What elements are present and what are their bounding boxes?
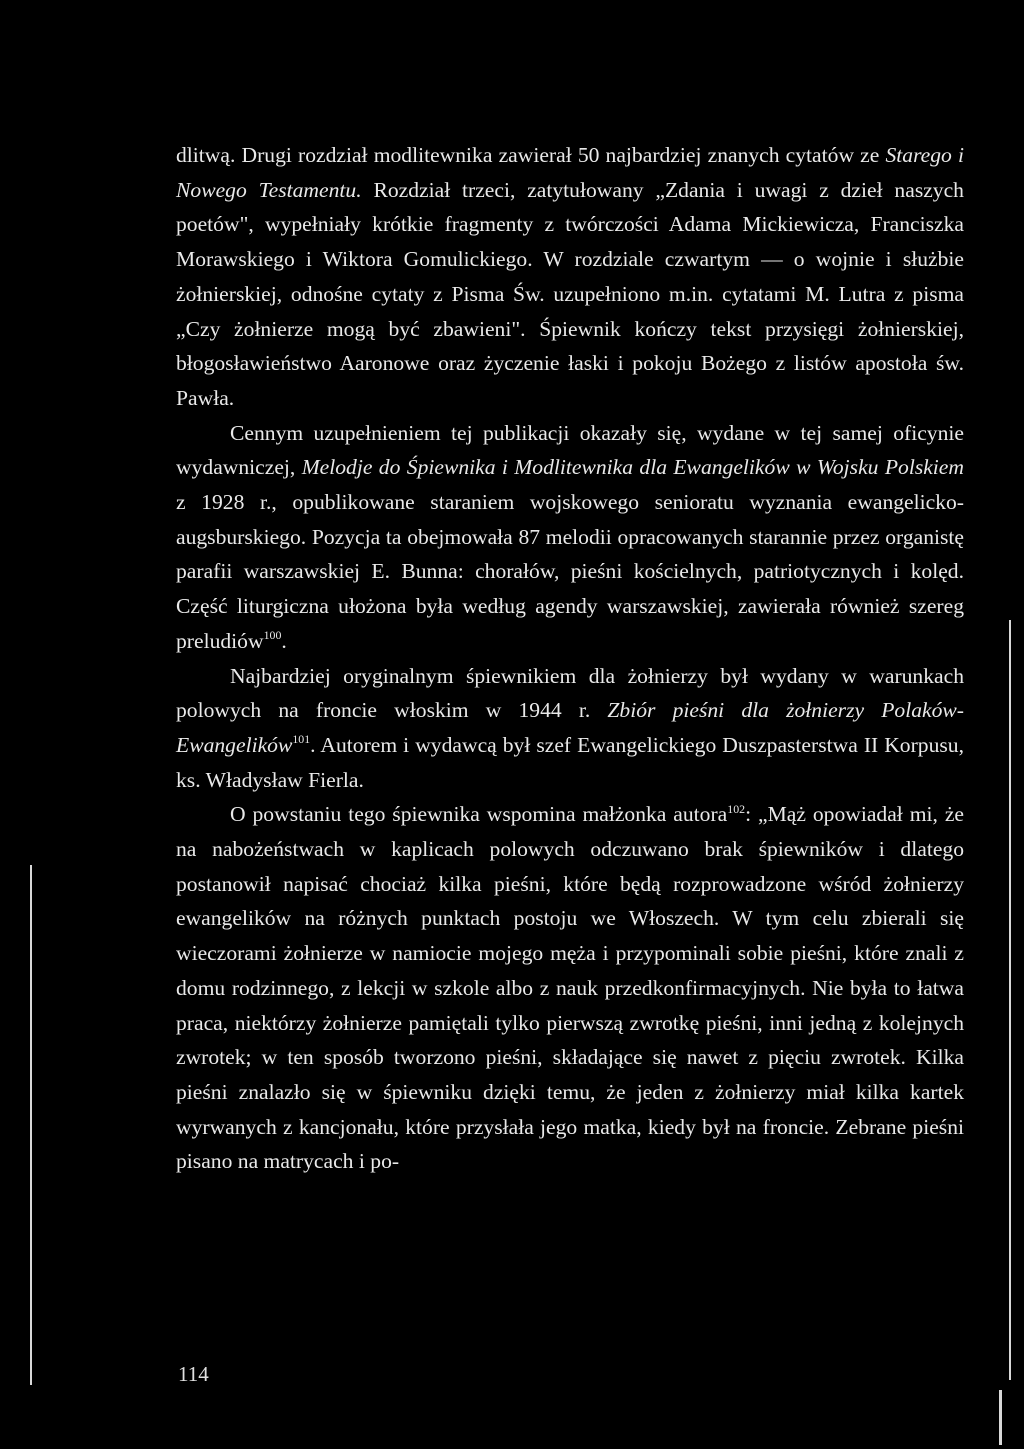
footnote-ref: 101 xyxy=(292,732,311,747)
footnote-ref: 102 xyxy=(727,801,746,816)
italic-title: Starego i Nowego Testamentu. xyxy=(176,143,964,202)
paragraph: Najbardziej oryginalnym śpiewnikiem dla żołnierzy był wydany w warunkach polowych na froncie włoskim w 1944 r. Zbiór pieśni dla żołnierzy Polaków-Ewangelików$^{101}$. Autorem i wydawcą był szef Ewangelickiego Duszpasterstwa II Korpusu, ks. Władysław Fierla. xyxy=(176,663,964,792)
paragraph: O powstaniu tego śpiewnika wspomina małżonka autora$^{102}$: „Mąż opowiadał mi, że na nabożeństwach w kaplicach polowych odczuwano brak śpiewników i dlatego postanowił napisać chociaż kilka pieśni, które będą rozprowadzone wśród żołnierzy ewangelików na różnych punktach postoju we Włoszech. W tym celu zbierali się wieczorami żołnierze w namiocie mojego męża i przypominali sobie pieśni, które znali z domu rodzinnego, z lekcji w szkole albo z nauk przedkonfirmacyjnych. Nie była to łatwa praca, niektórzy żołnierze pamiętali tylko pierwszą zwrotkę pieśni, inni jedną z kolejnych zwrotek; w ten sposób tworzono pieśni, składające się nawet z pięciu zwrotek. Kilka pieśni znalazło się w śpiewniku dzięki temu, że jeden z żołnierzy miał kilka kartek wyrwanych z kancjonału, które przysłała jego matka, kiedy był na froncie. Zebrane pieśni pisano na matrycach i po- xyxy=(176,801,965,1174)
italic-title: Melodje do Śpiewnika i Modlitewnika dla Ewangelików w Wojsku Polskiem xyxy=(301,455,964,480)
italic-title: Zbiór pieśni dla żołnierzy Polaków-Ewangelików xyxy=(176,698,964,757)
body-text xyxy=(176,138,964,1179)
scan-edge-line-left xyxy=(30,865,32,1385)
scan-edge-mark xyxy=(999,1390,1002,1445)
page-number: 114 xyxy=(178,1362,209,1386)
footnote-ref: 100 xyxy=(263,628,282,643)
paragraph: dlitwą. Drugi rozdział modlitewnika zawierał 50 najbardziej znanych cytatów ze Starego i Nowego Testamentu. Rozdział trzeci, zatytułowany „Zdania i uwagi z dzieł naszych poetów", wypełniały krótkie fragmenty z twórczości Adama Mickiewicza, Franciszka Morawskiego i Wiktora Gomulickiego. W rozdziale czwartym — o wojnie i służbie żołnierskiej, odnośne cytaty z Pisma Św. uzupełniono m.in. cytatami M. Lutra z pisma „Czy żołnierze mogą być zbawieni". Śpiewnik kończy tekst przysięgi żołnierskiej, błogosławieństwo Aaronowe oraz życzenie łaski i pokoju Bożego z listów apostoła św. Pawła. xyxy=(176,143,964,410)
scan-edge-line-right xyxy=(1009,620,1011,1380)
paragraph: Cennym uzupełnieniem tej publikacji okazały się, wydane w tej samej oficynie wydawniczej, Melodje do Śpiewnika i Modlitewnika dla Ewangelików w Wojsku Polskiem z 1928 r., opublikowane staraniem wojskowego senioratu wyznania ewangelicko-augsburskiego. Pozycja ta obejmowała 87 melodii opracowanych starannie przez organistę parafii warszawskiej E. Bunna: chorałów, pieśni kościelnych, patriotycznych i kolęd. Część liturgiczna ułożona była według agendy warszawskiej, zawierała również szereg preludiów$^{100}$. xyxy=(176,420,964,653)
